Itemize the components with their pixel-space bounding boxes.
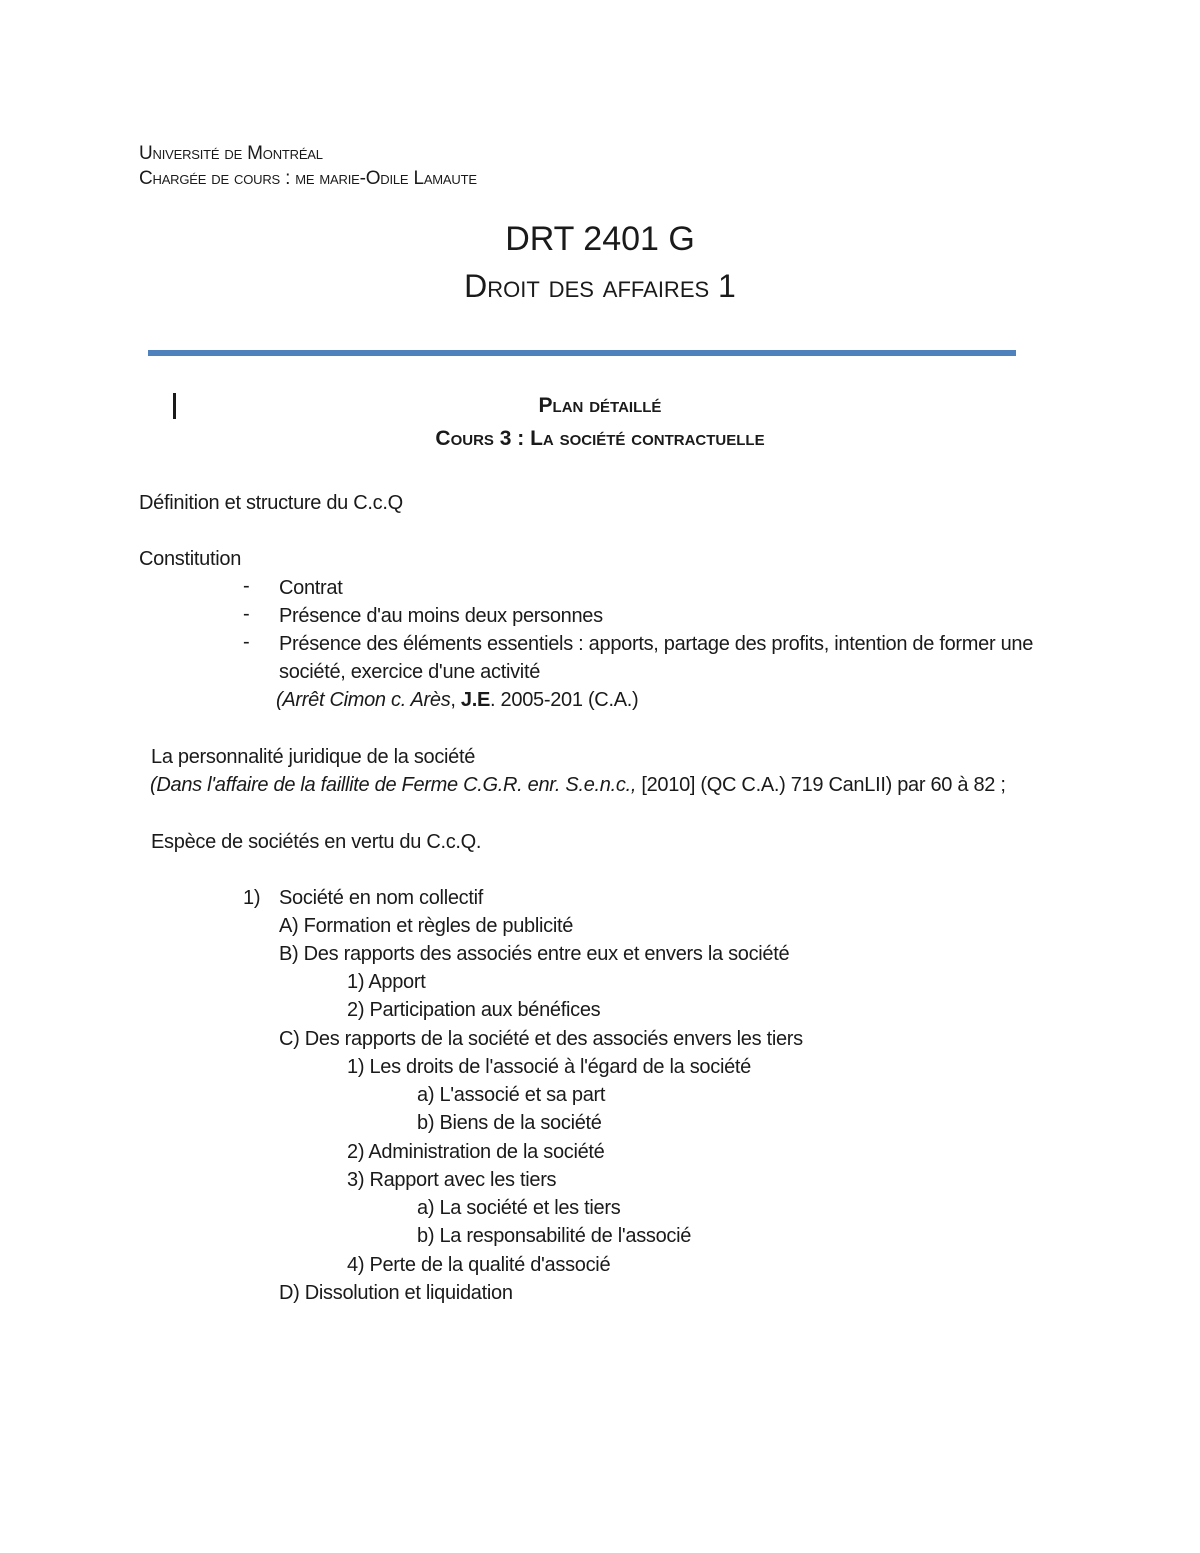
especes-heading: Espèce de sociétés en vertu du C.c.Q. (151, 831, 482, 853)
outline-item-B2: 2) Participation aux bénéfices (347, 999, 601, 1021)
outline-item-D: D) Dissolution et liquidation (279, 1282, 513, 1304)
outline-item-B: B) Des rapports des associés entre eux et envers la société (279, 943, 790, 965)
case-name-2: (Dans l'affaire de la faillite de Ferme C.G.R. enr. S.e.n.c., (150, 774, 637, 796)
personnalite-heading: La personnalité juridique de la société (151, 746, 476, 768)
lecturer-line: Chargée de cours : me marie-Odile Lamaute (139, 168, 477, 189)
outline-item-C3a: a) La société et les tiers (417, 1197, 621, 1219)
outline-item-1: Société en nom collectif (279, 887, 484, 909)
course-title: Droit des affaires 1 (464, 268, 736, 304)
bullet-dash: - (243, 575, 250, 597)
outline-item-C1a: a) L'associé et sa part (417, 1084, 606, 1106)
constitution-item: Présence d'au moins deux personnes (279, 605, 603, 627)
constitution-item: Présence des éléments essentiels : apports, partage des profits, intention de former une (279, 633, 1034, 655)
outline-item-C1b: b) Biens de la société (417, 1112, 602, 1134)
bullet-dash: - (243, 631, 250, 653)
outline-item-A: A) Formation et règles de publicité (279, 915, 574, 937)
title-divider (148, 350, 1016, 356)
outline-item-C3b: b) La responsabilité de l'associé (417, 1225, 692, 1247)
outline-item-C1: 1) Les droits de l'associé à l'égard de la société (347, 1056, 751, 1078)
plan-title: Plan détaillé (538, 394, 662, 417)
outline-item-C4: 4) Perte de la qualité d'associé (347, 1254, 611, 1276)
course-code: DRT 2401 G (505, 220, 695, 258)
definition-heading: Définition et structure du C.c.Q (139, 492, 403, 514)
outline-item-B1: 1) Apport (347, 971, 426, 993)
case-reference (276, 686, 638, 714)
university-name: Université de Montréal (139, 143, 323, 164)
outline-item-C2: 2) Administration de la société (347, 1141, 605, 1163)
constitution-heading: Constitution (139, 548, 242, 570)
case-citation: . 2005-201 (C.A.) (490, 689, 639, 711)
outline-number: 1) (243, 887, 261, 909)
case-citation-2: [2010] (QC C.A.) 719 CanLII) par 60 à 82 ; (636, 774, 1006, 796)
case-reference-2 (150, 771, 1006, 799)
bullet-dash: - (243, 603, 250, 625)
outline-item-C3: 3) Rapport avec les tiers (347, 1169, 557, 1191)
outline-item-C: C) Des rapports de la société et des associés envers les tiers (279, 1028, 803, 1050)
case-name: (Arrêt Cimon c. Arès (276, 689, 451, 711)
plan-subtitle: Cours 3 : La société contractuelle (435, 427, 765, 450)
constitution-item: Contrat (279, 577, 343, 599)
case-sep: , (450, 689, 461, 711)
constitution-item-continued: société, exercice d'une activité (279, 661, 541, 683)
case-journal: J.E (460, 689, 491, 711)
